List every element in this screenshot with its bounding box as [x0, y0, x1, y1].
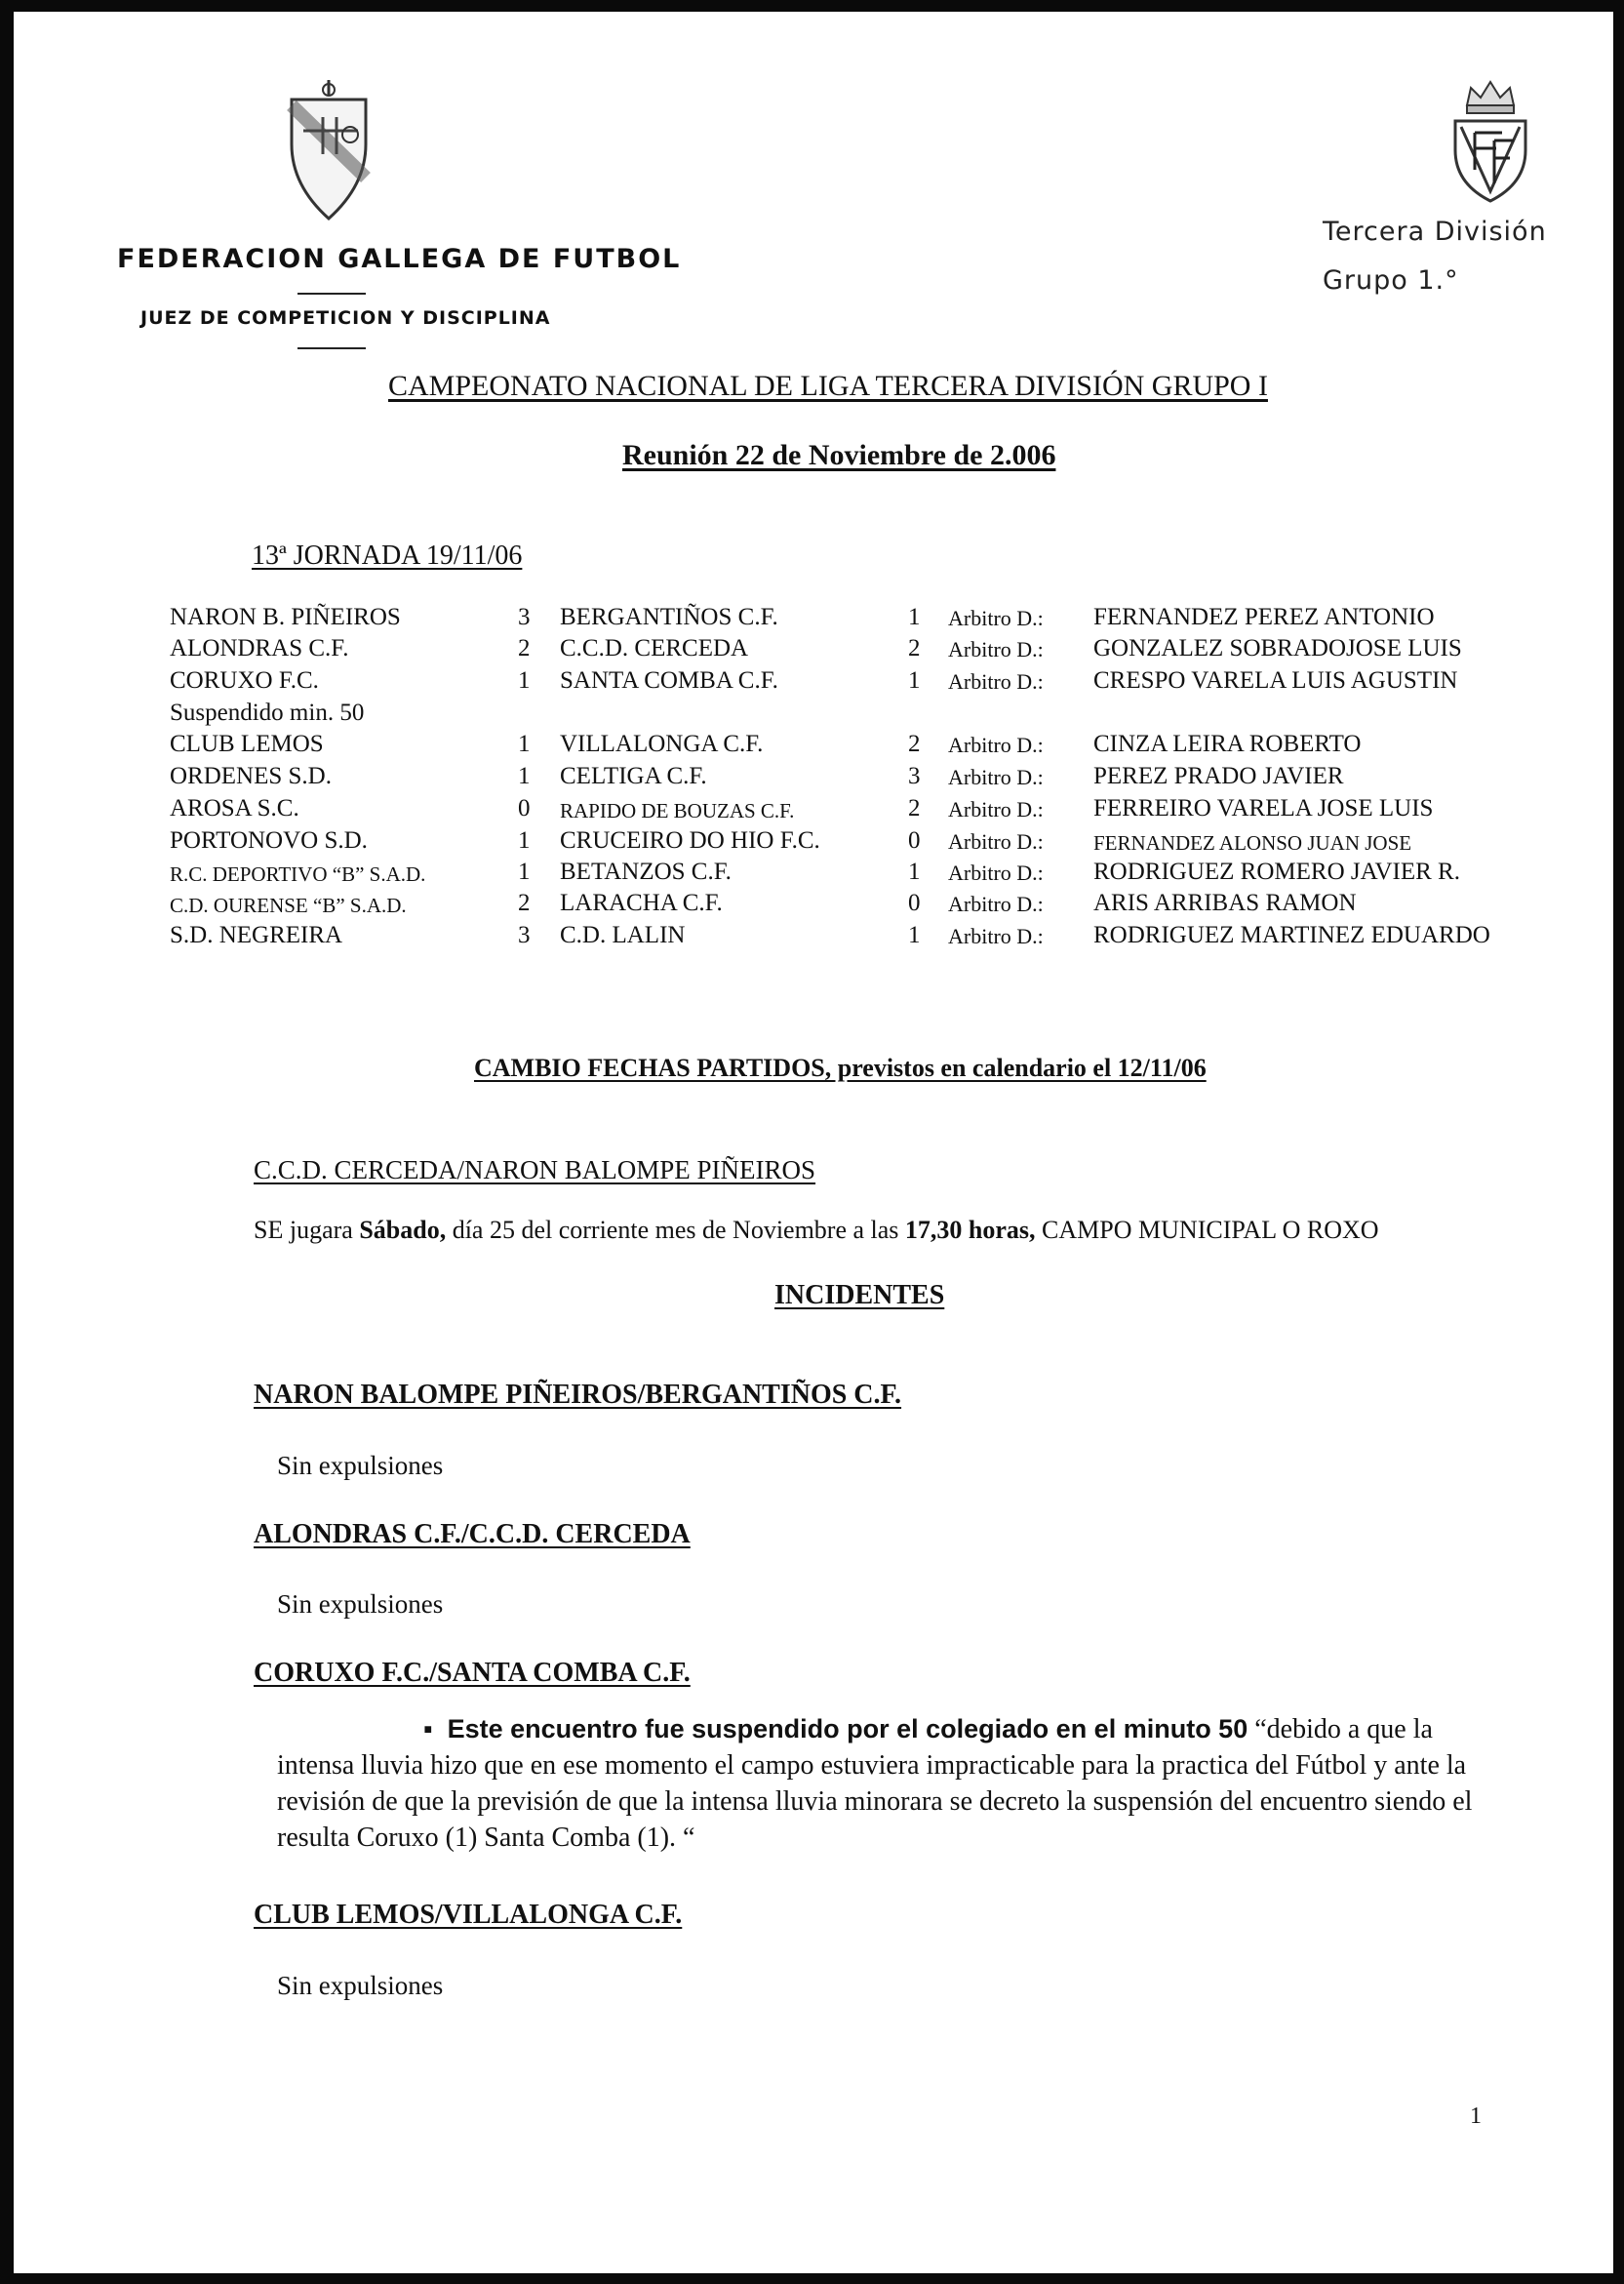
incident-match-title: NARON BALOMPE PIÑEIROS/BERGANTIÑOS C.F.	[254, 1380, 902, 1410]
incident-lead: Este encuentro fue suspendido por el colegiado en el minuto 50	[447, 1714, 1248, 1743]
referee-label: Arbitro D.:	[948, 765, 1044, 789]
table-row	[14, 635, 1613, 666]
table-row	[14, 604, 1613, 635]
away-team: BETANZOS C.F.	[560, 859, 732, 885]
home-team: AROSA S.C.	[170, 795, 299, 821]
away-score: 2	[908, 731, 921, 757]
home-score: 1	[518, 667, 531, 694]
home-team: R.C. DEPORTIVO “B” S.A.D.	[170, 862, 426, 886]
away-team: C.D. LALIN	[560, 922, 686, 948]
home-score: 3	[518, 604, 531, 630]
referee-name: RODRIGUEZ MARTINEZ EDUARDO	[1093, 922, 1490, 948]
referee-name: FERNANDEZ ALONSO JUAN JOSE	[1093, 831, 1412, 855]
home-team: CORUXO F.C.	[170, 667, 319, 694]
away-team: SANTA COMBA C.F.	[560, 667, 778, 694]
incidents-title: INCIDENTES	[774, 1280, 945, 1310]
table-note-row	[14, 700, 1613, 731]
referee-label: Arbitro D.:	[948, 637, 1044, 661]
suspension-note: Suspendido min. 50	[170, 700, 365, 726]
home-team: C.D. OURENSE “B” S.A.D.	[170, 894, 407, 917]
date-change-match: C.C.D. CERCEDA/NARON BALOMPE PIÑEIROS	[254, 1155, 816, 1184]
referee-name: PEREZ PRADO JAVIER	[1093, 763, 1344, 789]
home-score: 0	[518, 795, 531, 821]
away-team: RAPIDO DE BOUZAS C.F.	[560, 799, 795, 822]
away-score: 0	[908, 890, 921, 916]
incident-text	[277, 1711, 1496, 1856]
referee-label: Arbitro D.:	[948, 797, 1044, 821]
referee-label: Arbitro D.:	[948, 733, 1044, 757]
referee-name: RODRIGUEZ ROMERO JAVIER R.	[1093, 859, 1460, 885]
table-row	[14, 731, 1613, 762]
incident-text: Sin expulsiones	[277, 1451, 444, 1480]
document-title: CAMPEONATO NACIONAL DE LIGA TERCERA DIVISIÓN GRUPO I	[388, 370, 1268, 402]
away-team: C.C.D. CERCEDA	[560, 635, 749, 661]
table-row	[14, 795, 1613, 826]
away-score: 3	[908, 763, 921, 789]
home-score: 2	[518, 890, 531, 916]
home-team: NARON B. PIÑEIROS	[170, 604, 401, 630]
home-score: 2	[518, 635, 531, 661]
referee-label: Arbitro D.:	[948, 669, 1044, 694]
referee-label: Arbitro D.:	[948, 861, 1044, 885]
federation-crest-logo	[284, 76, 374, 224]
date-change-text	[254, 1216, 1379, 1245]
table-row	[14, 667, 1613, 699]
document-page	[14, 12, 1613, 2273]
matchday-title: 13ª JORNADA 19/11/06	[252, 541, 523, 571]
home-team: CLUB LEMOS	[170, 731, 324, 757]
table-row	[14, 922, 1613, 953]
divider	[297, 347, 366, 349]
referee-label: Arbitro D.:	[948, 924, 1044, 948]
away-score: 1	[908, 604, 921, 630]
away-team: LARACHA C.F.	[560, 890, 723, 916]
date-change-title: CAMBIO FECHAS PARTIDOS, previstos en calendario el 12/11/06	[474, 1054, 1207, 1082]
referee-name: ARIS ARRIBAS RAMON	[1093, 890, 1357, 916]
incident-detail: “debido a que la intensa lluvia hizo que en ese momento el campo estuviera impracticable para la practica del Fútbol y ante la revisión de que la previsión de que la intensa lluvia minorara se decreto la suspensión del encuentro siendo el resulta Coruxo (1) Santa Comba (1). “	[277, 1714, 1473, 1853]
home-score: 1	[518, 731, 531, 757]
away-team: VILLALONGA C.F.	[560, 731, 764, 757]
incident-text: Sin expulsiones	[277, 1589, 444, 1619]
referee-label: Arbitro D.:	[948, 829, 1044, 854]
away-team: CRUCEIRO DO HIO F.C.	[560, 827, 820, 854]
incident-match-title: CLUB LEMOS/VILLALONGA C.F.	[254, 1900, 683, 1930]
home-team: PORTONOVO S.D.	[170, 827, 368, 854]
referee-name: CRESPO VARELA LUIS AGUSTIN	[1093, 667, 1458, 694]
away-score: 1	[908, 667, 921, 694]
away-score: 2	[908, 795, 921, 821]
home-score: 1	[518, 827, 531, 854]
home-team: ALONDRAS C.F.	[170, 635, 349, 661]
away-team: BERGANTIÑOS C.F.	[560, 604, 778, 630]
referee-name: GONZALEZ SOBRADOJOSE LUIS	[1093, 635, 1462, 661]
meeting-date: Reunión 22 de Noviembre de 2.006	[622, 439, 1056, 471]
rfef-crest-logo	[1446, 76, 1535, 205]
table-row	[14, 890, 1613, 921]
federation-name: FEDERACION GALLEGA DE FUTBOL	[117, 244, 682, 274]
home-score: 1	[518, 763, 531, 789]
away-score: 2	[908, 635, 921, 661]
referee-name: FERNANDEZ PEREZ ANTONIO	[1093, 604, 1435, 630]
time-text: 17,30 horas,	[904, 1216, 1036, 1244]
text-segment: CAMPO MUNICIPAL O ROXO	[1035, 1216, 1379, 1244]
group-label: Grupo 1.°	[1323, 265, 1459, 296]
referee-name: FERREIRO VARELA JOSE LUIS	[1093, 795, 1434, 821]
table-row	[14, 859, 1613, 890]
referee-name: CINZA LEIRA ROBERTO	[1093, 731, 1362, 757]
bullet-icon: ▪	[423, 1714, 448, 1743]
home-team: S.D. NEGREIRA	[170, 922, 343, 948]
home-score: 3	[518, 922, 531, 948]
incident-match-title: ALONDRAS C.F./C.C.D. CERCEDA	[254, 1519, 691, 1549]
referee-label: Arbitro D.:	[948, 606, 1044, 630]
divider	[297, 293, 366, 295]
committee-name: JUEZ DE COMPETICION Y DISCIPLINA	[140, 307, 551, 329]
away-score: 0	[908, 827, 921, 854]
text-segment: día 25 del corriente mes de Noviembre a las	[446, 1216, 905, 1244]
home-team: ORDENES S.D.	[170, 763, 332, 789]
table-row	[14, 827, 1613, 859]
incident-match-title: CORUXO F.C./SANTA COMBA C.F.	[254, 1658, 691, 1688]
incident-text: Sin expulsiones	[277, 1971, 444, 2000]
away-team: CELTIGA C.F.	[560, 763, 707, 789]
division-label: Tercera División	[1323, 217, 1547, 247]
text-segment: SE jugara	[254, 1216, 360, 1244]
home-score: 1	[518, 859, 531, 885]
day-text: Sábado,	[359, 1216, 447, 1244]
away-score: 1	[908, 859, 921, 885]
away-score: 1	[908, 922, 921, 948]
referee-label: Arbitro D.:	[948, 892, 1044, 916]
table-row	[14, 763, 1613, 794]
page-number: 1	[1470, 2104, 1482, 2129]
